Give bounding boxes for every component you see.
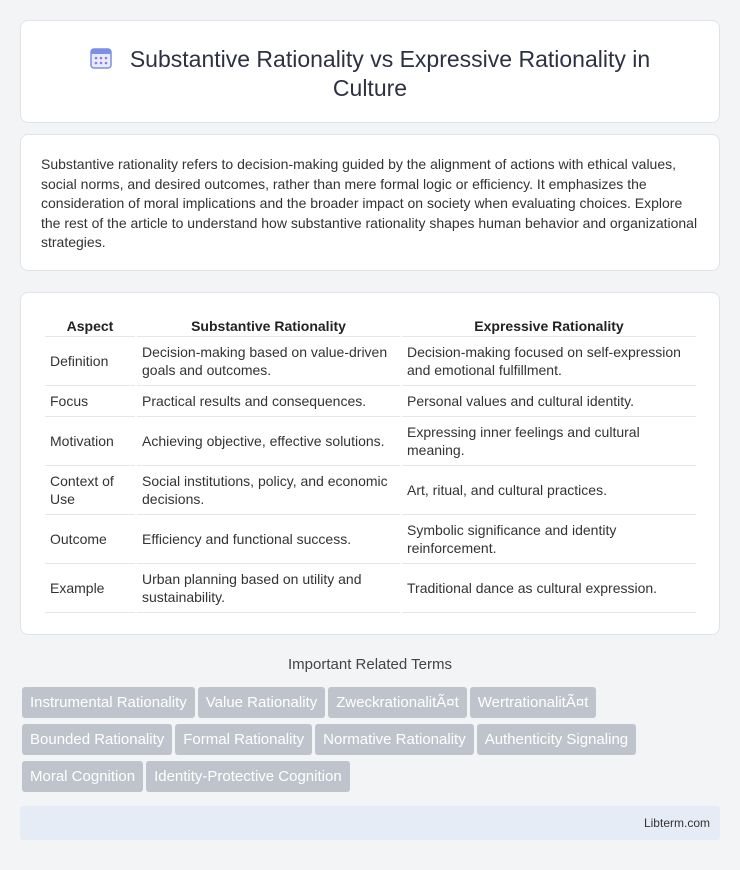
related-terms-list: [22, 687, 702, 798]
comparison-table: [43, 315, 698, 613]
footer-bar: [20, 806, 720, 840]
cell-expressive: Symbolic significance and identity reinforcement.: [402, 515, 696, 564]
calendar-icon: [90, 47, 112, 69]
cell-substantive: Achieving objective, effective solutions.: [137, 417, 400, 466]
cell-expressive: Expressing inner feelings and cultural meaning.: [402, 417, 696, 466]
table-row: [45, 466, 696, 515]
cell-substantive: Practical results and consequences.: [137, 386, 400, 417]
cell-aspect: Outcome: [45, 515, 135, 564]
related-term-tag[interactable]: Identity-Protective Cognition: [146, 761, 350, 792]
cell-aspect: Motivation: [45, 417, 135, 466]
cell-substantive: Efficiency and functional success.: [137, 515, 400, 564]
related-term-tag[interactable]: Value Rationality: [198, 687, 325, 718]
cell-expressive: Traditional dance as cultural expression.: [402, 564, 696, 613]
header-expressive: Expressive Rationality: [402, 315, 696, 337]
table-row: [45, 337, 696, 386]
table-row: [45, 515, 696, 564]
page-title-text: Substantive Rationality vs Expressive Rationality in Culture: [129, 46, 651, 101]
table-row: [45, 564, 696, 613]
intro-card: [20, 134, 720, 271]
related-term-tag[interactable]: Instrumental Rationality: [22, 687, 195, 718]
related-terms-heading: Important Related Terms: [288, 656, 452, 673]
related-term-tag[interactable]: Bounded Rationality: [22, 724, 172, 755]
cell-expressive: Art, ritual, and cultural practices.: [402, 466, 696, 515]
cell-substantive: Decision-making based on value-driven goals and outcomes.: [137, 337, 400, 386]
cell-expressive: Decision-making focused on self-expression and emotional fulfillment.: [402, 337, 696, 386]
cell-aspect: Example: [45, 564, 135, 613]
header-aspect: Aspect: [45, 315, 135, 337]
title-wrap: [61, 45, 679, 103]
table-row: [45, 417, 696, 466]
cell-aspect: Definition: [45, 337, 135, 386]
related-term-tag[interactable]: WertrationalitÃ¤t: [470, 687, 597, 718]
cell-expressive: Personal values and cultural identity.: [402, 386, 696, 417]
related-term-tag[interactable]: ZweckrationalitÃ¤t: [328, 687, 467, 718]
related-term-tag[interactable]: Moral Cognition: [22, 761, 143, 792]
cell-substantive: Social institutions, policy, and economic decisions.: [137, 466, 400, 515]
header-card: [20, 20, 720, 123]
cell-substantive: Urban planning based on utility and sustainability.: [137, 564, 400, 613]
table-header-row: [45, 315, 696, 337]
related-term-tag[interactable]: Normative Rationality: [315, 724, 474, 755]
cell-aspect: Context of Use: [45, 466, 135, 515]
page-title: [61, 45, 679, 103]
related-term-tag[interactable]: Formal Rationality: [175, 724, 312, 755]
footer-brand[interactable]: Libterm.com: [643, 816, 710, 830]
comparison-card: [20, 292, 720, 635]
cell-aspect: Focus: [45, 386, 135, 417]
intro-paragraph: Substantive rationality refers to decision-making guided by the alignment of actions with ethical values, social norms, and desired outcomes, rather than mere formal logic or efficiency. It emphasizes the consideration of moral implications and the broader impact on society when evaluating choices. Explore the rest of the article to understand how substantive rationality shapes human behavior and organizational strategies.: [41, 156, 698, 250]
related-term-tag[interactable]: Authenticity Signaling: [477, 724, 636, 755]
table-row: [45, 386, 696, 417]
header-substantive: Substantive Rationality: [137, 315, 400, 337]
